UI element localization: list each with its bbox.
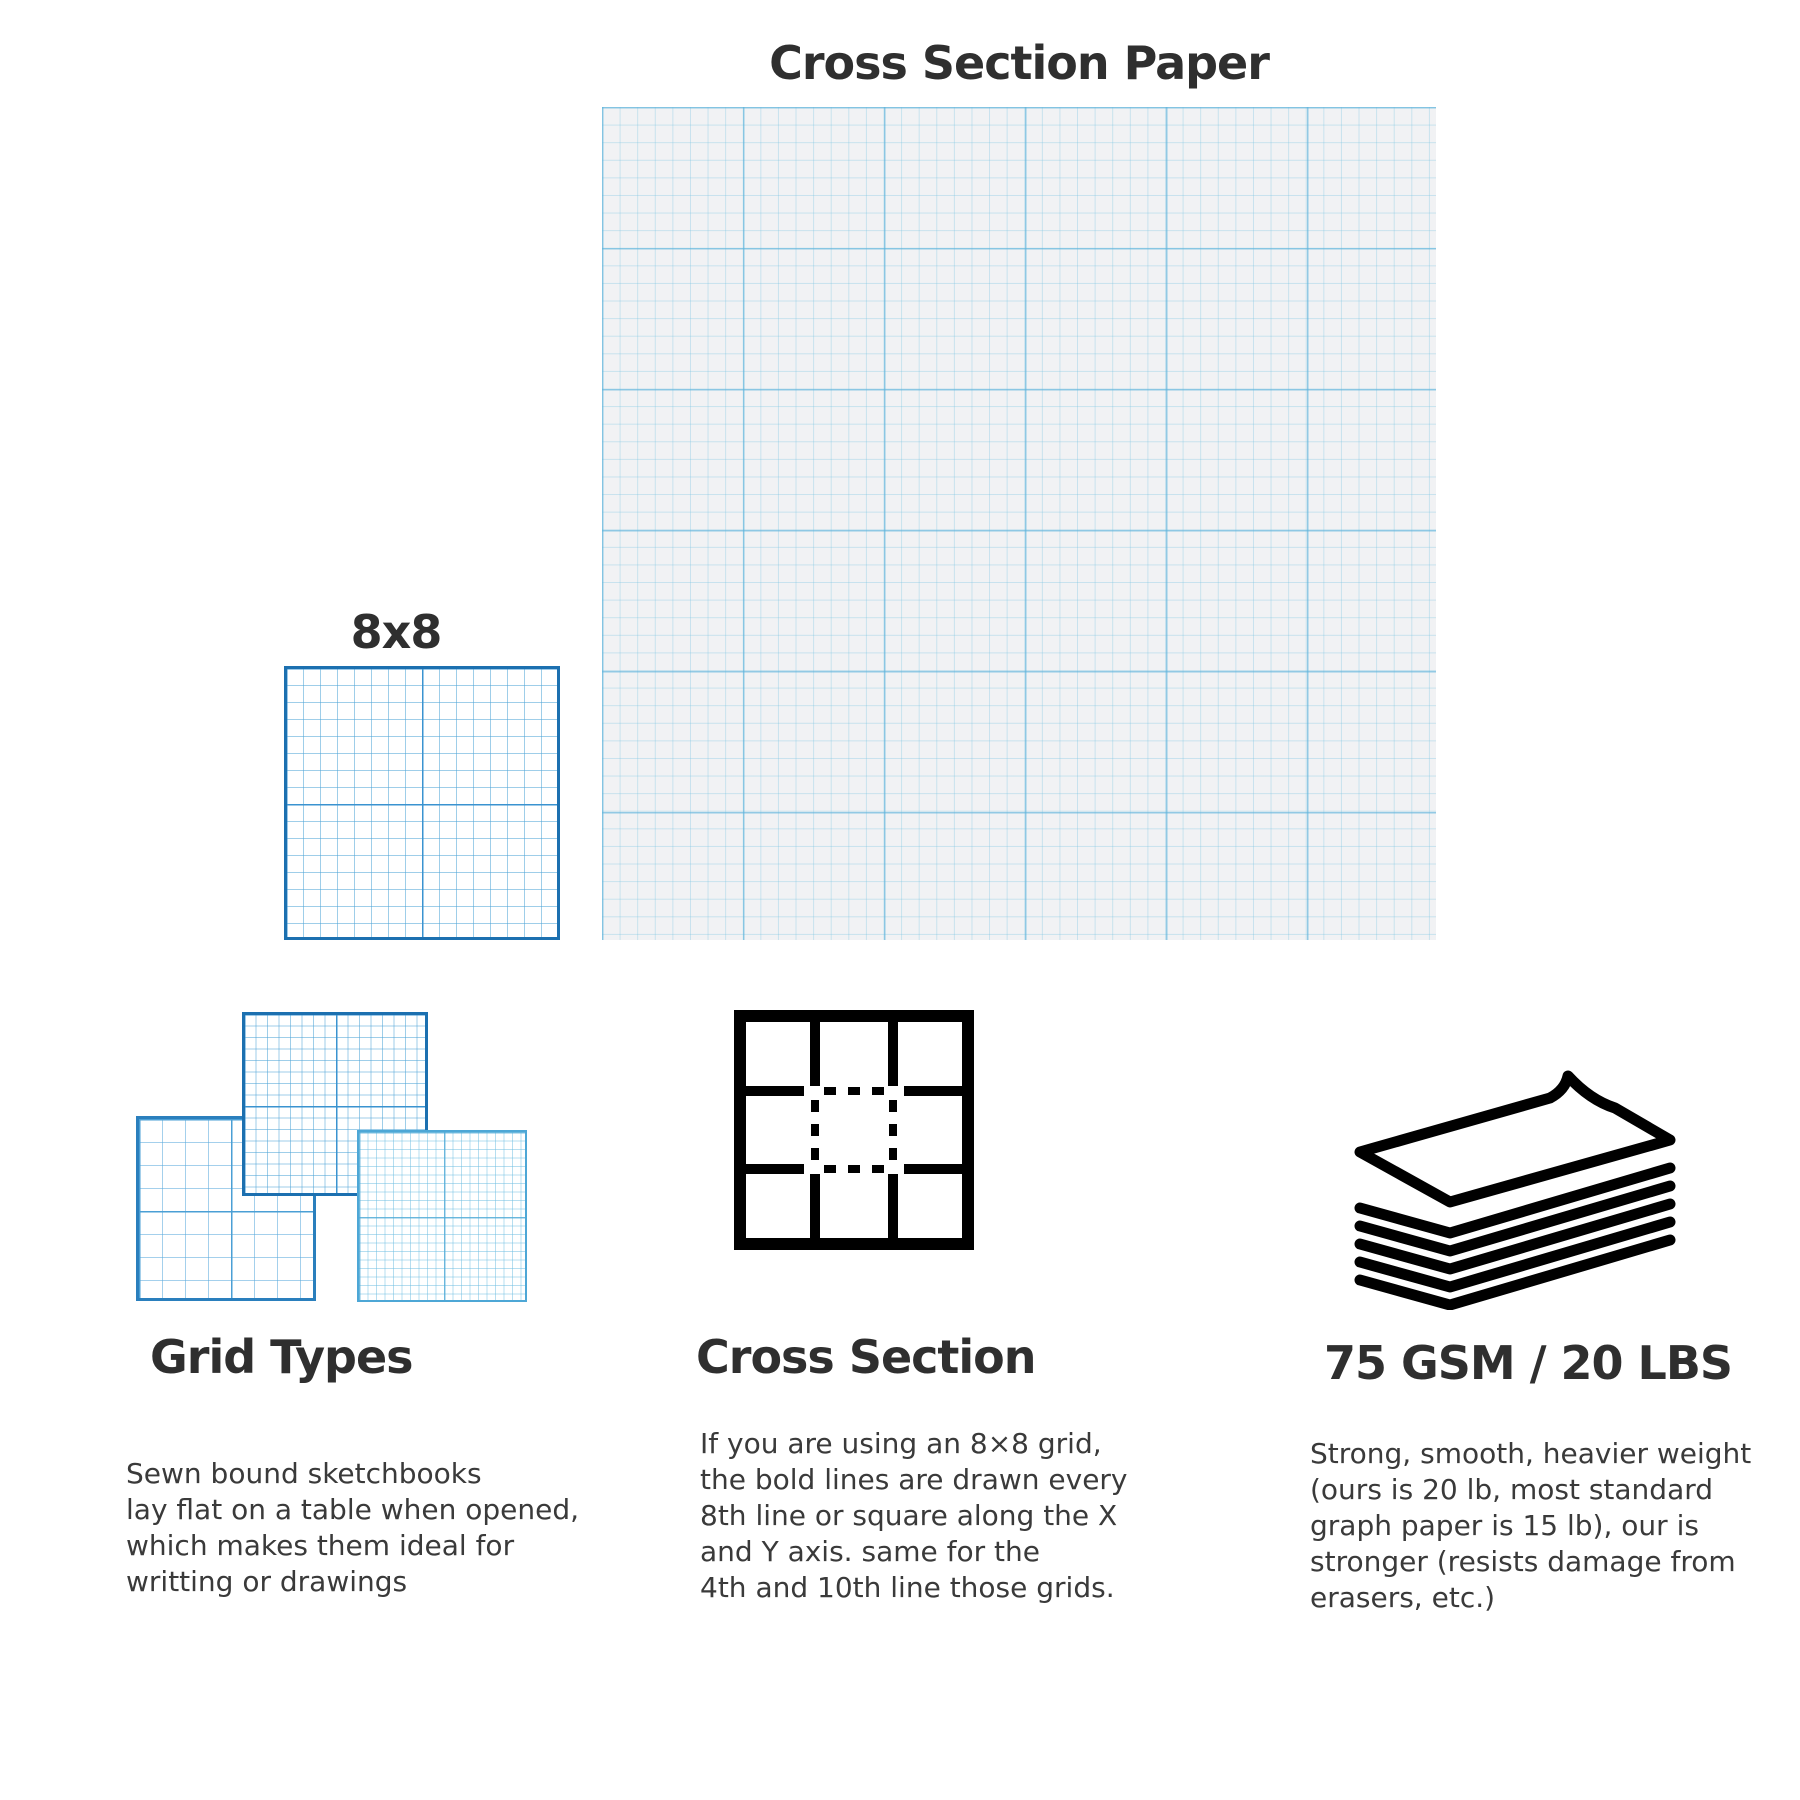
feature-heading-grid-types: Grid Types: [150, 1330, 413, 1384]
grid-sheet-front: [357, 1130, 527, 1302]
feature-text-cross-section: If you are using an 8×8 grid, the bold lines are drawn every 8th line or square along the X and Y axis. same for the 4th and 10th line those grids.: [700, 1427, 1128, 1604]
feature-heading-cross-section: Cross Section: [696, 1330, 1036, 1384]
feature-text-grid-types: Sewn bound sketchbooks lay flat on a table when opened, which makes them ideal for writting or drawings: [126, 1457, 580, 1598]
sample-label: 8x8: [350, 605, 442, 659]
page-title: Cross Section Paper: [769, 36, 1269, 90]
cross-section-paper-image: [602, 107, 1436, 940]
paper-stack-icon: [1350, 1070, 1680, 1310]
stacked-grid-sheets-icon: [130, 1010, 530, 1310]
cross-section-grid-icon: [734, 1010, 974, 1250]
grid-8x8-sample: [284, 666, 560, 940]
feature-text-paper-weight: Strong, smooth, heavier weight (ours is 20 lb, most standard graph paper is 15 lb), our is stronger (resists damage from erasers, etc.): [1310, 1437, 1752, 1614]
feature-heading-paper-weight: 75 GSM / 20 LBS: [1324, 1336, 1733, 1390]
